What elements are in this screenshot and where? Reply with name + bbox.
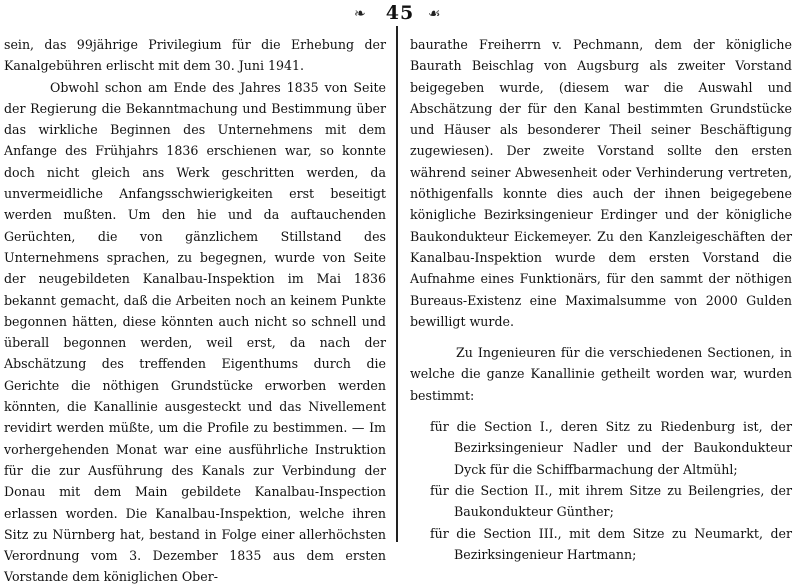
paragraph: Zu Ingenieuren für die verschiedenen Sectionen, in welche die ganze Kanallinie getheilt worden war, wurden bestimmt: — [410, 345, 792, 403]
page-number: 45 — [385, 2, 415, 24]
section-entry: für die Section III., mit dem Sitze zu Neumarkt, der Bezirksingenieur Hartmann; — [430, 525, 792, 562]
ornament-right-icon: ☙ — [428, 6, 441, 22]
paragraph-continuation: baurathe Freiherrn v. Pechmann, dem der königliche Baurath Beischlag von Augsburg als zweiter Vorstand beigegeben wurde, (diesem war die Auswahl und Abschätzung der für den Kanal bestimmten Grundstücke und Häuser als besonderer Theil seiner Beschäftigung zugewiesen). Der zweite Vorstand sollte den ersten während seiner Abwesenheit oder Verhinderung vertreten, nöthigenfalls konnte dies auch der ihnen beigegebene königliche Bezirksingenieur Erdinger und der königliche Baukondukteur Eickemeyer. Zu den Kanzleigeschäften der Kanalbau-Inspektion wurde dem ersten Vorstand die Aufnahme eines Funktionärs, für den sammt der nöthigen Bureaus-Existenz eine Maximalsumme von 2000 Gulden bewilligt wurde. — [410, 37, 792, 329]
section-entry: für die Section I., deren Sitz zu Riedenburg ist, der Bezirksingenieur Nadler und der Baukondukteur Dyck für die Schiffbarmachung der Altmühl; — [430, 419, 792, 477]
page-header — [0, 2, 800, 24]
paragraph: Obwohl schon am Ende des Jahres 1835 von Seite der Regierung die Bekanntmachung und Bestimmung über das wirkliche Beginnen des Unternehmens mit dem Anfange des Frühjahrs 1836 erschienen war, so konnte doch nicht gleich ans Werk geschritten werden, da unvermeidliche Anfangsschwierigkeiten erst beseitigt werden mußten. Um den hie und da auftauchenden Gerüchten, die von gänzlichem Stillstand des Unternehmens sprachen, zu begegnen, wurde von Seite der neugebildeten Kanalbau-Inspektion im Mai 1836 bekannt gemacht, daß die Arbeiten noch an keinem Punkte begonnen hätten, diese könnten auch nicht so schnell und überall begonnen werden, weil erst, da nach der Abschätzung des treffenden Eigenthums durch die Gerichte die nöthigen Grundstücke erworben werden könnten, die Kanallinie ausgesteckt und das Nivellement revidirt werden müßte, um die Profile zu bestimmen. — Im vorhergehenden Monat war eine ausführliche Instruktion für die zur Ausführung des Kanals zur Verbindung der Donau mit dem Main gebildete Kanalbau-Inspection erlassen worden. Die Kanalbau-Inspektion, welche ihren Sitz zu Nürnberg hat, bestand in Folge einer allerhöchsten Verordnung vom 3. Dezember 1835 aus dem ersten Vorstande dem königlichen Ober- — [4, 79, 386, 585]
ornament-left-icon: ❧ — [354, 6, 366, 22]
section-entry: für die Section II., mit ihrem Sitze zu Beilengries, der Baukondukteur Günther; — [430, 482, 792, 520]
paragraph-continuation: sein, das 99jährige Privilegium für die Erhebung der Kanalgebühren erlischt mit dem 30. Juni 1941. — [4, 37, 386, 74]
column-divider — [396, 26, 398, 542]
right-column — [410, 34, 792, 565]
left-column — [4, 34, 386, 588]
